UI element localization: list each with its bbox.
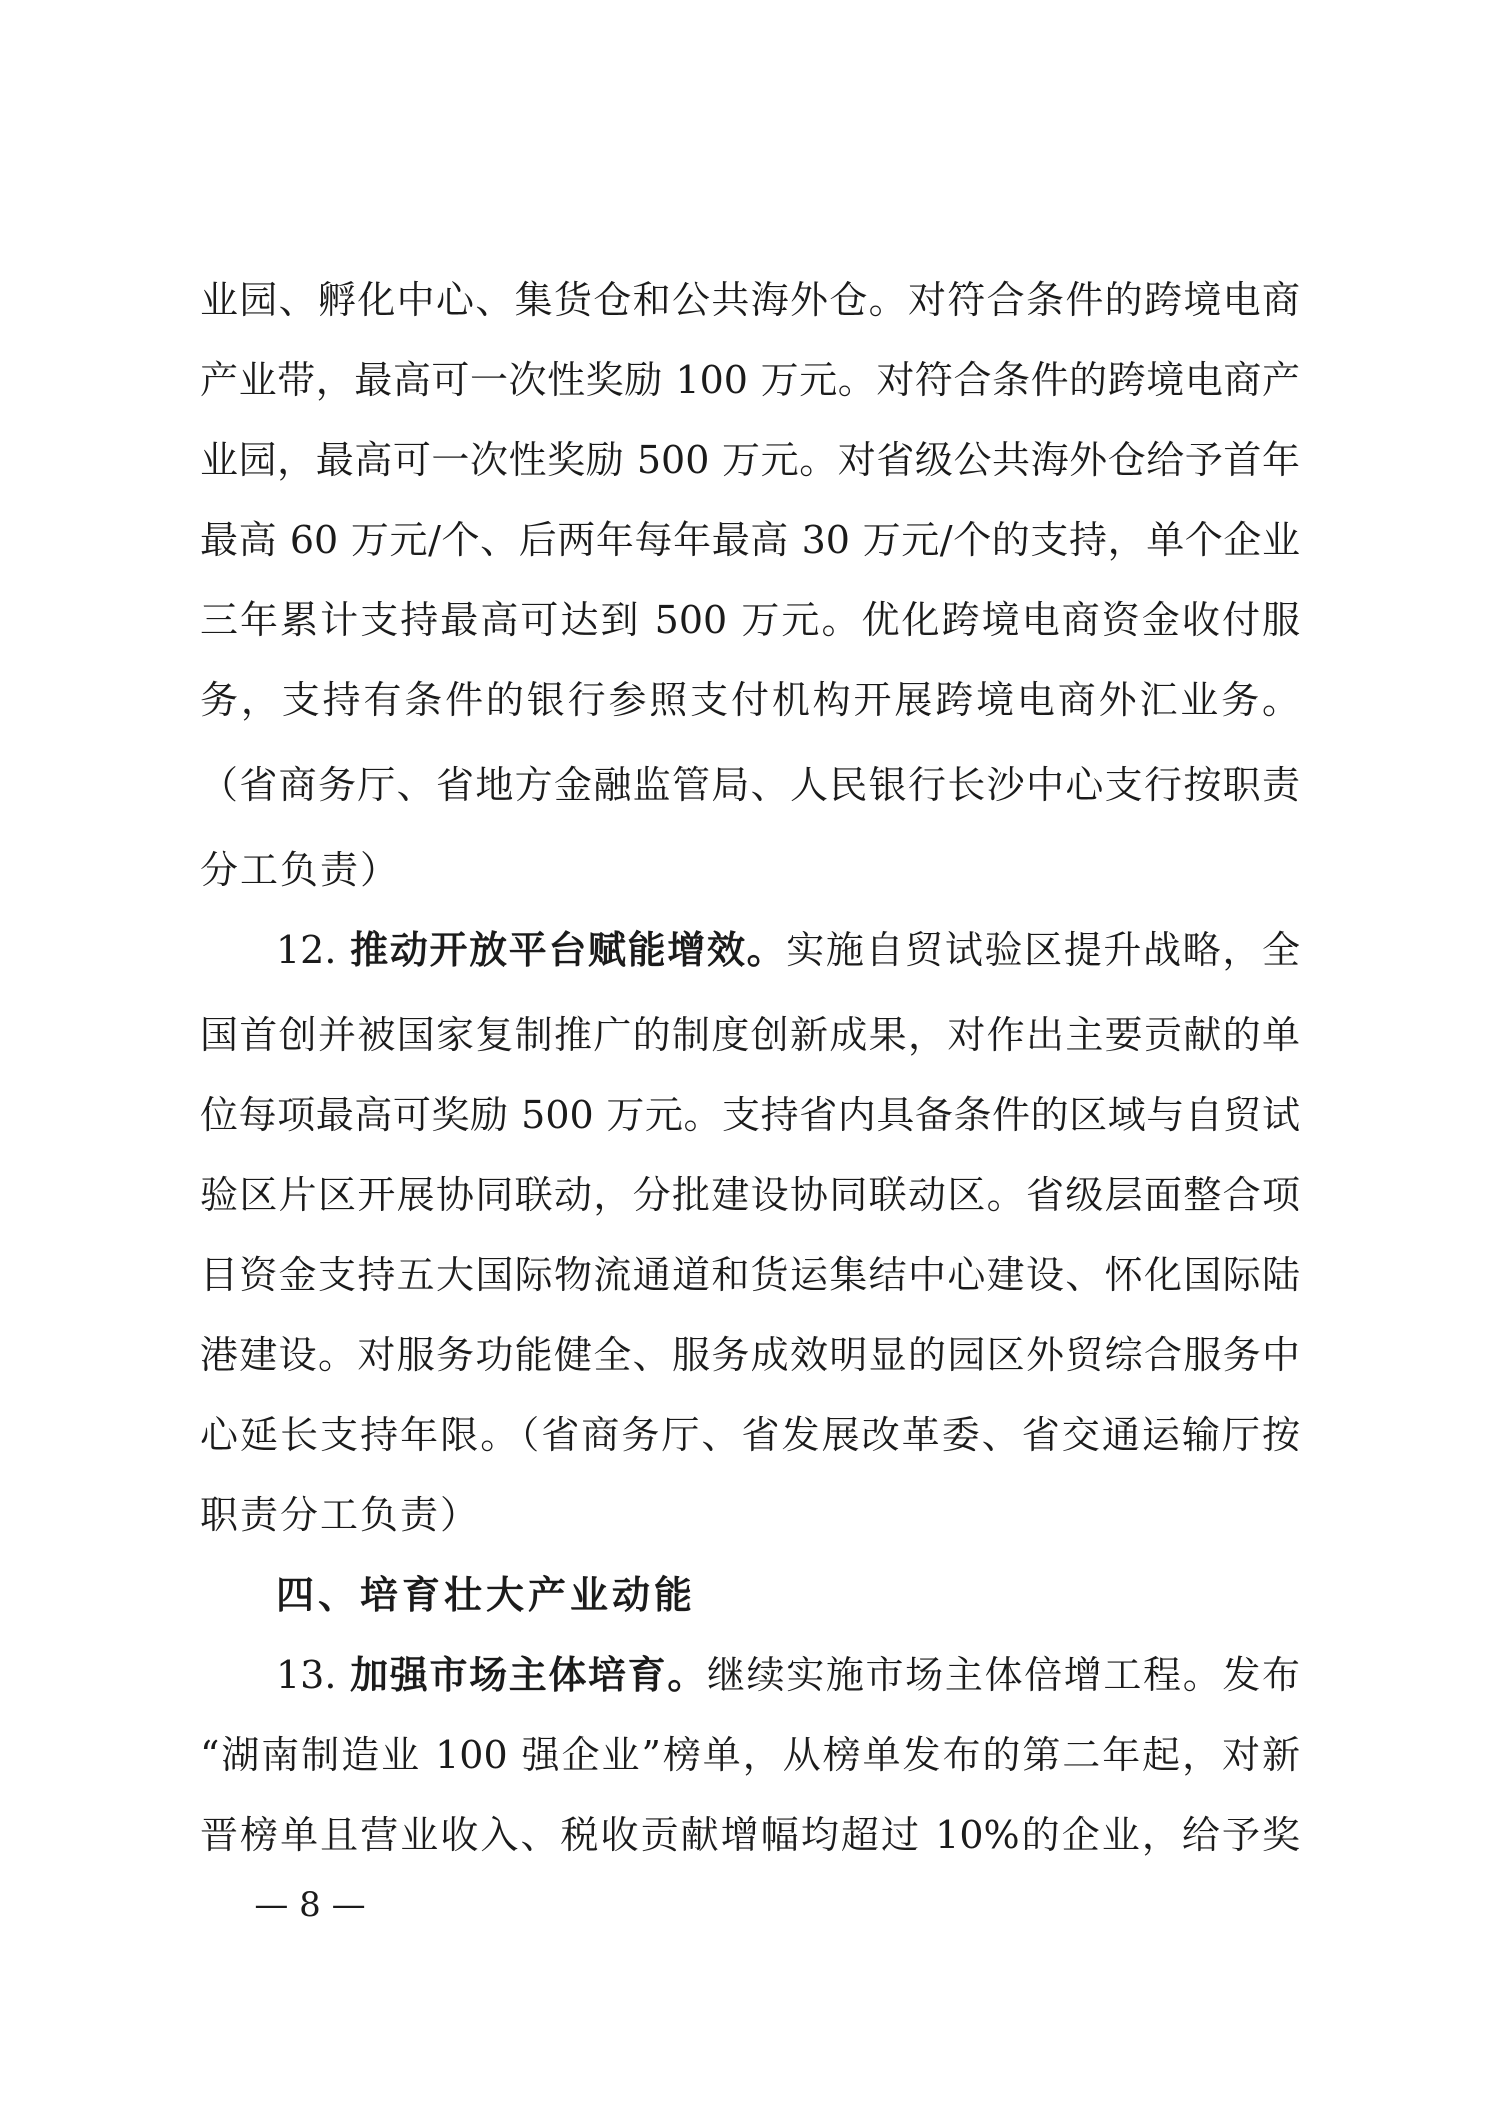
body-line: 晋榜单且营业收入、税收贡献增幅均超过 10%的企业，给予奖 — [200, 1813, 1300, 1857]
body-line: 心延长支持年限。（省商务厅、省发展改革委、省交通运输厅按 — [200, 1413, 1300, 1457]
item-12-first-line — [276, 920, 1300, 980]
body-line: “湖南制造业 100 强企业”榜单，从榜单发布的第二年起，对新 — [200, 1733, 1300, 1777]
body-line: 产业带，最高可一次性奖励 100 万元。对符合条件的跨境电商产 — [200, 358, 1300, 402]
body-line: （省商务厅、省地方金融监管局、人民银行长沙中心支行按职责 — [200, 763, 1300, 807]
body-line: 三年累计支持最高可达到 500 万元。优化跨境电商资金收付服 — [200, 598, 1300, 642]
item-13-number: 13. — [276, 1653, 337, 1697]
item-12-title: 推动开放平台赋能增效。 — [350, 927, 787, 972]
body-line: 位每项最高可奖励 500 万元。支持省内具备条件的区域与自贸试 — [200, 1093, 1300, 1137]
item-12-number: 12. — [276, 928, 337, 972]
item-13-title: 加强市场主体培育。 — [350, 1652, 707, 1697]
body-line: 业园，最高可一次性奖励 500 万元。对省级公共海外仓给予首年 — [200, 438, 1300, 482]
body-line: 国首创并被国家复制推广的制度创新成果，对作出主要贡献的单 — [200, 1013, 1300, 1057]
item-13-first-line-text: 继续实施市场主体倍增工程。发布 — [706, 1653, 1300, 1697]
section-heading: 四、培育壮大产业动能 — [276, 1573, 697, 1617]
body-line: 最高 60 万元/个、后两年每年最高 30 万元/个的支持，单个企业 — [200, 518, 1300, 562]
body-line: 分工负责） — [200, 848, 401, 892]
item-13-first-line — [276, 1645, 1300, 1705]
body-line: 目资金支持五大国际物流通道和货运集结中心建设、怀化国际陆 — [200, 1253, 1300, 1297]
body-line: 业园、孵化中心、集货仓和公共海外仓。对符合条件的跨境电商 — [200, 278, 1300, 322]
page-number: — 8 — — [254, 1885, 366, 1925]
item-12-first-line-text: 实施自贸试验区提升战略，全 — [786, 928, 1300, 972]
body-line: 验区片区开展协同联动，分批建设协同联动区。省级层面整合项 — [200, 1173, 1300, 1217]
body-line: 职责分工负责） — [200, 1493, 481, 1537]
body-line: 港建设。对服务功能健全、服务成效明显的园区外贸综合服务中 — [200, 1333, 1300, 1377]
body-line: 务，支持有条件的银行参照支付机构开展跨境电商外汇业务。 — [200, 678, 1300, 722]
